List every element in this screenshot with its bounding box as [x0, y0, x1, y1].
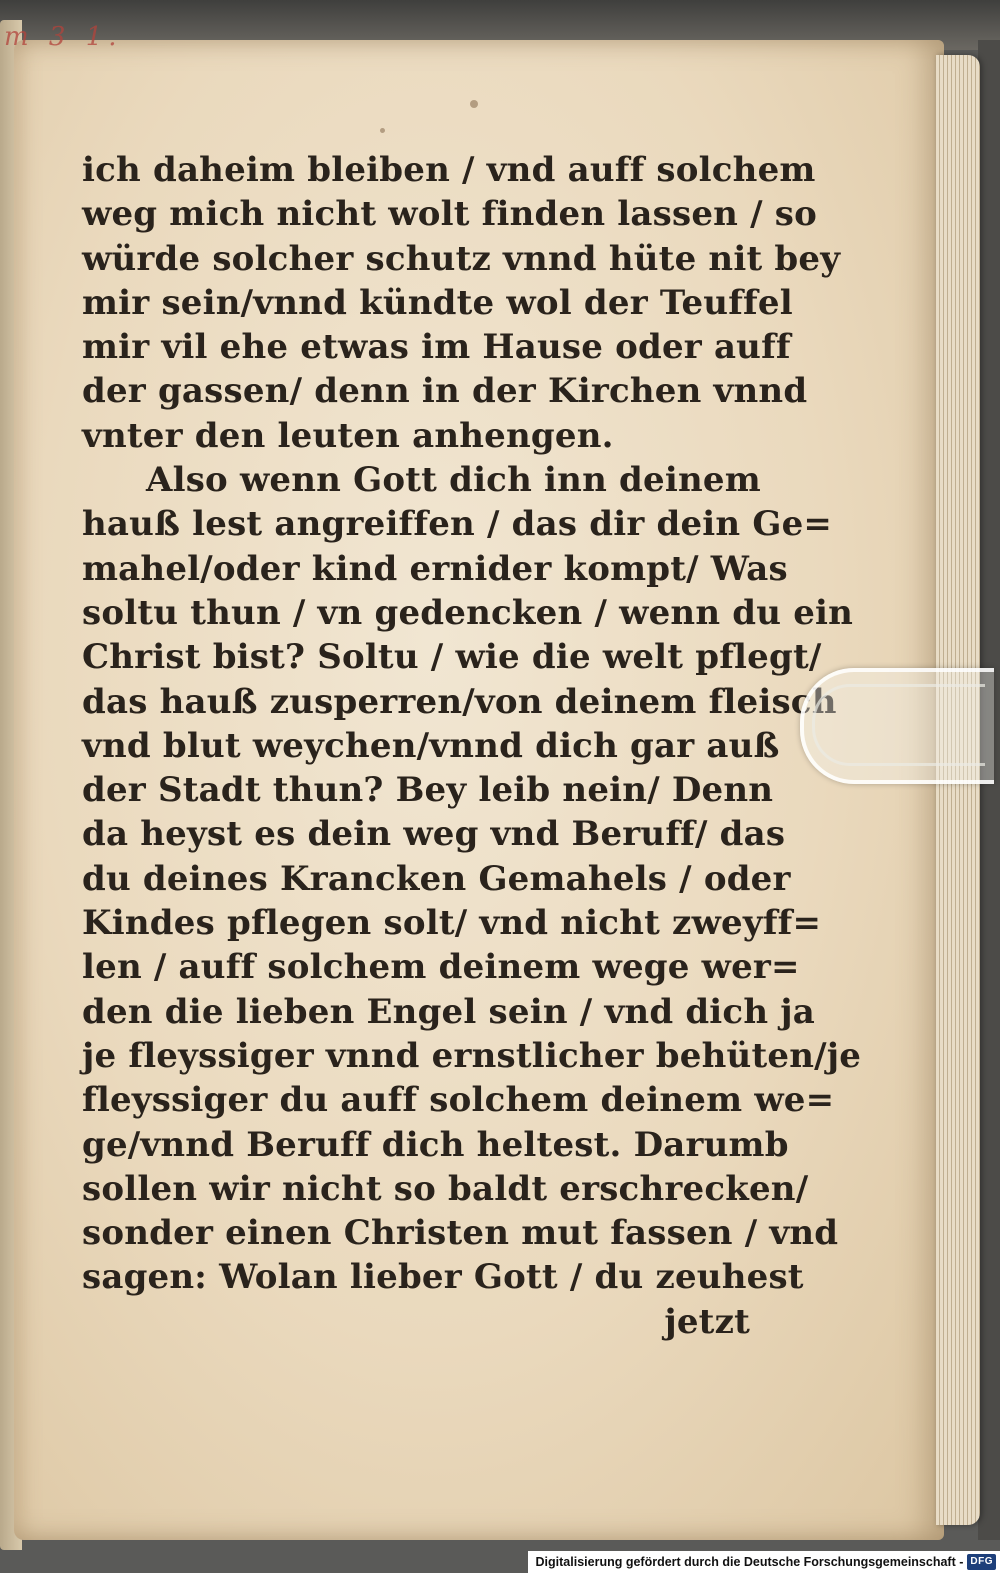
text-line: sonder einen Christen mut fassen / vnd: [82, 1213, 839, 1254]
paper-speck: [470, 100, 478, 108]
text-line: da heyst es dein weg vnd Beruff/ das: [82, 814, 786, 855]
page-clip-inner: [812, 684, 985, 766]
text-line: sollen wir nicht so baldt erschrecken/: [82, 1168, 809, 1209]
text-line: Christ bist? Soltu / wie die welt pflegt/: [82, 637, 822, 678]
text-line: mir vil ehe etwas im Hause oder auff: [82, 327, 791, 368]
text-line: vnd blut weychen/vnnd dich gar auß: [82, 725, 780, 766]
text-line: soltu thun / vn gedencken / wenn du ein: [82, 592, 854, 633]
text-line: Kindes pflegen solt/ vnd nicht zweyff=: [82, 903, 822, 944]
text-line: vnter den leuten anhengen.: [82, 415, 614, 456]
text-line: ich daheim bleiben / vnd auff solchem: [82, 150, 816, 190]
text-line: mahel/oder kind ernider kompt/ Was: [82, 548, 788, 589]
text-line: sagen: Wolan lieber Gott / du zeuhest: [82, 1257, 804, 1298]
text-line: weg mich nicht wolt finden lassen / so: [82, 194, 817, 235]
text-line: mir sein/vnnd kündte wol der Teuffel: [82, 282, 793, 323]
text-line: je fleyssiger vnnd ernstlicher behüten/je: [82, 1035, 862, 1076]
dfg-logo: DFG: [967, 1554, 996, 1570]
text-line: den die lieben Engel sein / vnd dich ja: [82, 991, 816, 1032]
shelfmark: m 3 1.: [4, 22, 123, 52]
text-line: ge/vnnd Beruff dich heltest. Darumb: [82, 1124, 789, 1165]
page-fore-edge: [936, 55, 980, 1525]
text-line: würde solcher schutz vnnd hüte nit bey: [82, 238, 841, 279]
catchword: jetzt: [664, 1301, 750, 1342]
text-line: der Stadt thun? Bey leib nein/ Denn: [82, 770, 774, 811]
page-text: [82, 148, 862, 1344]
scanner-right-margin: [978, 40, 1000, 1540]
text-line: len / auff solchem deinem wege wer=: [82, 947, 800, 988]
text-line: das hauß zusperren/von deinem fleisch: [82, 681, 837, 722]
text-line: Also wenn Gott dich inn deinem: [146, 460, 761, 501]
text-line: du deines Krancken Gemahels / oder: [82, 858, 791, 899]
text-line: hauß lest angreiffen / das dir dein Ge=: [82, 504, 833, 545]
credit-text: Digitalisierung gefördert durch die Deutsche Forschungsgemeinschaft -: [535, 1555, 964, 1569]
text-line: der gassen/ denn in der Kirchen vnnd: [82, 371, 808, 412]
text-line: fleyssiger du auff solchem deinem we=: [82, 1080, 835, 1121]
digitization-credit: [528, 1551, 1000, 1573]
paper-speck: [380, 128, 385, 133]
